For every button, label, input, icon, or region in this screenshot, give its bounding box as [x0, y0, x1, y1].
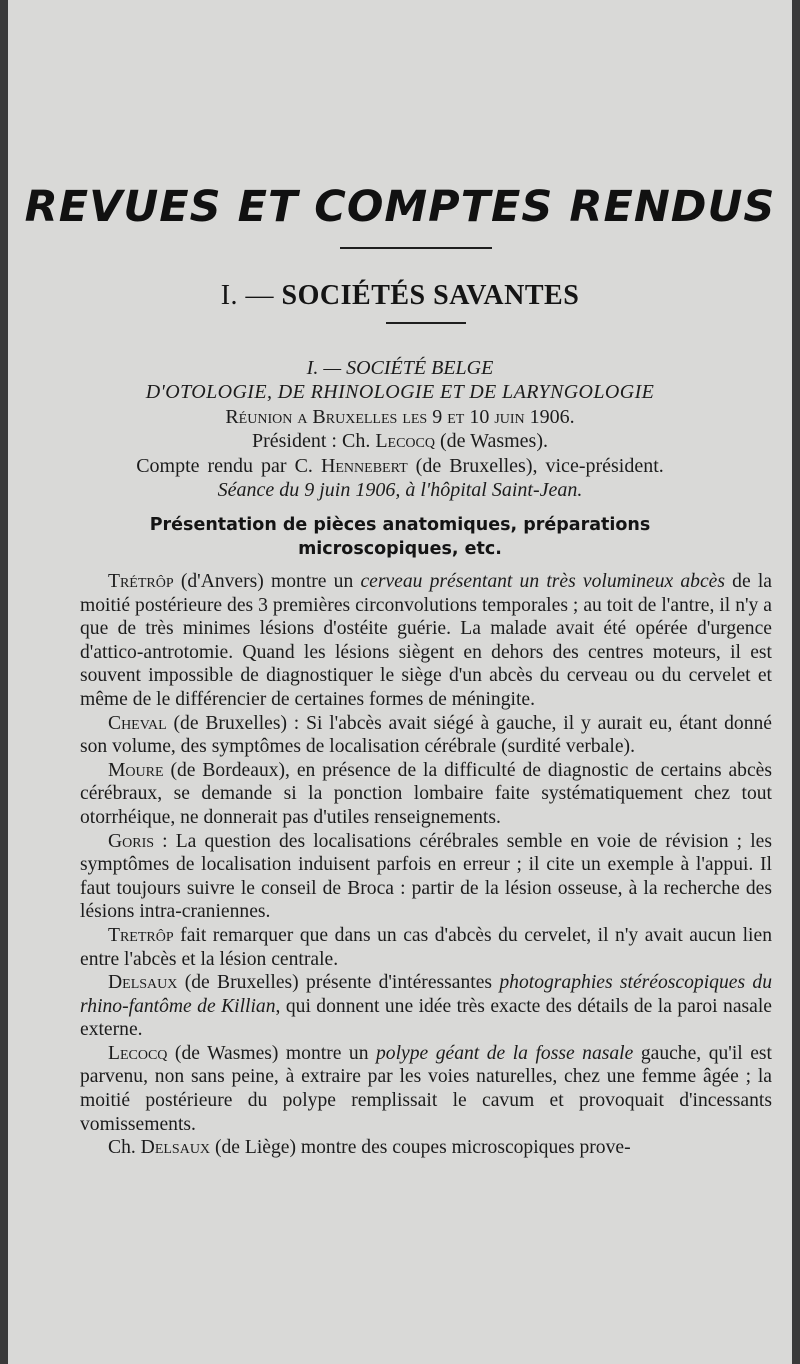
- masthead-title: REVUES ET COMPTES RENDUS: [24, 182, 776, 232]
- paragraph-text: (de Bordeaux), en présence de la difficulté de diagnostic de certains abcès cérébraux, se demande si la ponction lombaire faite systématiquement chez tout otorrhéique, ne donnerait pas d'utiles renseignements.: [80, 759, 772, 828]
- report-rest: (de Bruxelles), vice-président.: [415, 455, 664, 477]
- section-rule: [386, 322, 466, 324]
- meeting-line: Réunion a Bruxelles les 9 et 10 juin 1906.: [225, 406, 575, 428]
- paragraph-text: (de Bruxelles) : Si l'abcès avait siégé à gauche, il y aurait eu, étant donné son volume, des symptômes de localisation cérébrale (surdité verbale).: [80, 712, 772, 758]
- paragraph-italic: cerveau présentant un très volumineux abcès: [360, 571, 725, 592]
- president-name: Lecocq: [375, 430, 435, 452]
- president-label: Président : Ch.: [251, 430, 371, 452]
- paragraph: [80, 830, 772, 924]
- speaker-name: Lecocq: [108, 1042, 168, 1064]
- paragraph-text: (d'Anvers) montre un: [173, 571, 361, 592]
- paragraph-text: (de Bruxelles) présente d'intéressantes: [177, 972, 500, 994]
- speaker-name: Moure: [108, 759, 164, 781]
- page: [8, 0, 792, 1364]
- paragraph: [80, 570, 772, 712]
- speaker-name: Delsaux: [140, 1137, 211, 1159]
- paragraph-italic: polype géant de la fosse nasale: [376, 1042, 634, 1064]
- heading-line-2: microscopiques, etc.: [298, 539, 502, 559]
- paragraph: [80, 712, 772, 759]
- paragraph-text: fait remarquer que dans un cas d'abcès du cervelet, il n'y avait aucun lien entre l'abcès et la lésion centrale.: [80, 924, 772, 970]
- section-title: [8, 280, 792, 312]
- speaker-prefix: Ch.: [108, 1137, 141, 1159]
- section-number: I. —: [220, 280, 275, 311]
- paragraph-text: de la moitié postérieure des 3 premières circonvolutions temporales ; au toit de l'antre, il n'y a que de très minimes lésions d'ostéite guérie. La malade avait été opérée d'urgence d'attico-antrotomie. Quand les lésions siègent en dehors des centres moteurs, il est souvent impossible de diagnostiquer le siège d'un abcès du cerveau ou du cervelet et même de le différencier de certaines formes de méningite.: [80, 571, 772, 710]
- society-line-1: I. — SOCIÉTÉ BELGE: [306, 357, 494, 379]
- paragraph-text: , qui donnent une idée très exacte des détails de la paroi nasale externe.: [80, 995, 772, 1041]
- speaker-name: Delsaux: [108, 972, 178, 994]
- masthead-rule: [340, 247, 492, 249]
- society-line-2: D'OTOLOGIE, DE RHINOLOGIE ET DE LARYNGOLOGIE: [145, 381, 655, 403]
- paragraph: [80, 1042, 772, 1136]
- report-name: Hennebert: [320, 455, 408, 477]
- paragraph: [80, 971, 772, 1042]
- section-name: SOCIÉTÉS SAVANTES: [281, 280, 580, 311]
- paragraph: [80, 924, 772, 971]
- paragraph: [80, 1136, 772, 1160]
- session-line: Séance du 9 juin 1906, à l'hôpital Saint-Jean.: [217, 479, 583, 501]
- president-place: (de Wasmes).: [440, 430, 548, 452]
- speaker-name: Trétrôp: [108, 571, 174, 592]
- president-line: [8, 429, 792, 453]
- speaker-name: Tretrôp: [108, 924, 174, 946]
- report-label: Compte rendu par C.: [136, 455, 313, 477]
- heading-line-1: Présentation de pièces anatomiques, préparations: [149, 515, 651, 535]
- speaker-name: Cheval: [108, 712, 167, 734]
- paragraph-italic: photographies stéréoscopiques du rhino-fantôme de Killian: [80, 972, 772, 1017]
- speaker-name: Goris: [108, 830, 155, 852]
- paragraph: [80, 759, 772, 830]
- article-body: [80, 570, 772, 1160]
- report-line: [8, 454, 792, 478]
- paragraph-text: (de Liège) montre des coupes microscopiques prove-: [210, 1137, 631, 1159]
- paragraph-text: : La question des localisations cérébrales semble en voie de révision ; les symptômes de localisation induisent parfois en erreur ; il cite un exemple à l'appui. Il faut toujours suivre le conseil de Broca : partir de la lésion osseuse, à la recherche des lésions intra-craniennes.: [80, 830, 772, 923]
- paragraph-text: (de Wasmes) montre un: [167, 1042, 376, 1064]
- paragraph-text: gauche, qu'il est parvenu, non sans peine, à extraire par les voies naturelles, chez une femme âgée ; la moitié postérieure du polype remplissait le cavum et provoquait d'incessants vomissements.: [80, 1042, 772, 1135]
